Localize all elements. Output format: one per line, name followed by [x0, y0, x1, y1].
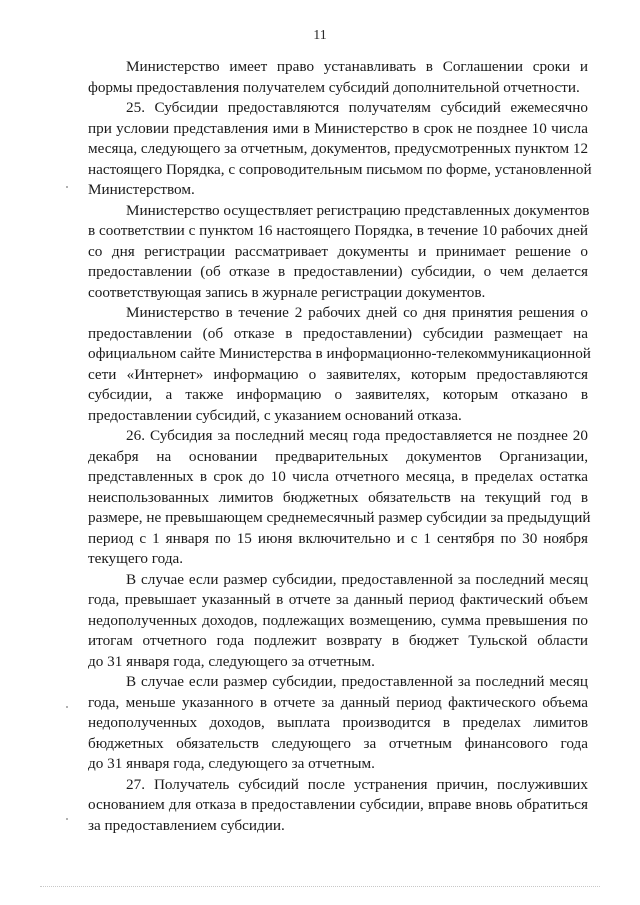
text-line: Министерство в течение 2 рабочих дней со дня принятия решения о — [126, 304, 588, 321]
text-line: до 31 января года, следующего за отчетным. — [88, 755, 375, 772]
text-line: недополученных доходов, выплата производится в пределах лимитов — [88, 714, 588, 731]
text-line: недополученных доходов, подлежащих возмещению, сумма превышения по — [88, 611, 588, 629]
text-line: со дня регистрации рассматривает документы и принимает решение о — [88, 242, 588, 260]
text-line: 25. Субсидии предоставляются получателям субсидий ежемесячно — [126, 99, 588, 116]
text-line: размере, не превышающем среднемесячный размер субсидии за предыдущий — [88, 509, 591, 526]
text-line: месяца, следующего за отчетным, документов, предусмотренных пунктом 12 — [88, 140, 589, 157]
text-line: основанием для отказа в предоставлении субсидии, вправе вновь обратиться — [88, 796, 588, 813]
text-line: за предоставлением субсидии. — [88, 816, 285, 834]
text-line: при условии представления ими в Министерство в срок не позднее 10 числа — [88, 119, 588, 137]
text-line: текущего года. — [88, 550, 184, 567]
text-line: бюджетных обязательств следующего за отчетным финансового года — [88, 734, 588, 752]
text-line: итогам отчетного года подлежит возврату в бюджет Тульской области — [88, 632, 588, 649]
paragraph-p4 — [88, 303, 591, 426]
paragraph-p7 — [88, 672, 588, 775]
text-line: неиспользованных лимитов бюджетных обязательств на текущий год в — [88, 488, 588, 506]
text-line: соответствующая запись в журнале регистрации документов. — [88, 283, 486, 301]
text-line: В случае если размер субсидии, предоставленной за последний месяц — [126, 673, 588, 690]
page-number: 11 — [313, 28, 327, 43]
text-line: сети «Интернет» информацию о заявителях, которым предоставляются — [88, 365, 588, 383]
text-line: Министерство имеет право устанавливать в Соглашении сроки и — [126, 58, 588, 75]
paragraph-p5 — [88, 426, 591, 570]
scan-edge-line — [40, 886, 600, 888]
paragraph-p2 — [88, 98, 592, 201]
scan-speck — [66, 818, 68, 820]
paragraph-p3 — [88, 201, 588, 304]
text-line: Министерство осуществляет регистрацию представленных документов — [126, 201, 590, 219]
text-line: года, превышает указанный в отчете за данный период фактический объем — [88, 591, 588, 608]
text-line: года, меньше указанного в отчете за данный период фактического объема — [88, 693, 588, 711]
document-body — [88, 57, 592, 836]
text-line: предоставлении субсидий, с указанием оснований отказа. — [88, 406, 462, 424]
paragraph-p1 — [88, 57, 588, 98]
text-line: представленных в срок до 10 числа отчетного месяца, в пределах остатка — [88, 468, 588, 485]
text-line: субсидии, а также информацию о заявителях, которым отказано в — [88, 386, 588, 403]
paragraph-p8 — [88, 775, 588, 837]
text-line: 26. Субсидия за последний месяц года предоставляется не позднее 20 — [126, 427, 588, 444]
scan-speck — [66, 706, 68, 708]
scan-speck — [66, 186, 68, 188]
text-line: период с 1 января по 15 июня включительно и с 1 сентября по 30 ноября — [88, 529, 588, 547]
text-line: предоставлении (об отказе в предоставлении) субсидии, о чем делается — [88, 263, 588, 280]
text-line: предоставлении (об отказе в предоставлении) субсидии размещает на — [88, 324, 588, 342]
text-line: в соответствии с пунктом 16 настоящего Порядка, в течение 10 рабочих дней — [88, 222, 588, 239]
text-line: В случае если размер субсидии, предоставленной за последний месяц — [126, 570, 588, 588]
paragraph-p6 — [88, 570, 588, 673]
text-line: формы предоставления получателем субсидий дополнительной отчетности. — [88, 78, 580, 96]
text-line: 27. Получатель субсидий после устранения причин, послуживших — [126, 775, 588, 793]
text-line: до 31 января года, следующего за отчетным. — [88, 652, 375, 670]
text-line: настоящего Порядка, с сопроводительным письмом по форме, установленной — [88, 160, 592, 178]
text-line: декабря на основании предварительных документов Организации, — [88, 447, 588, 465]
text-line: официальном сайте Министерства в информационно-телекоммуникационной — [88, 345, 591, 362]
text-line: Министерством. — [88, 181, 195, 198]
